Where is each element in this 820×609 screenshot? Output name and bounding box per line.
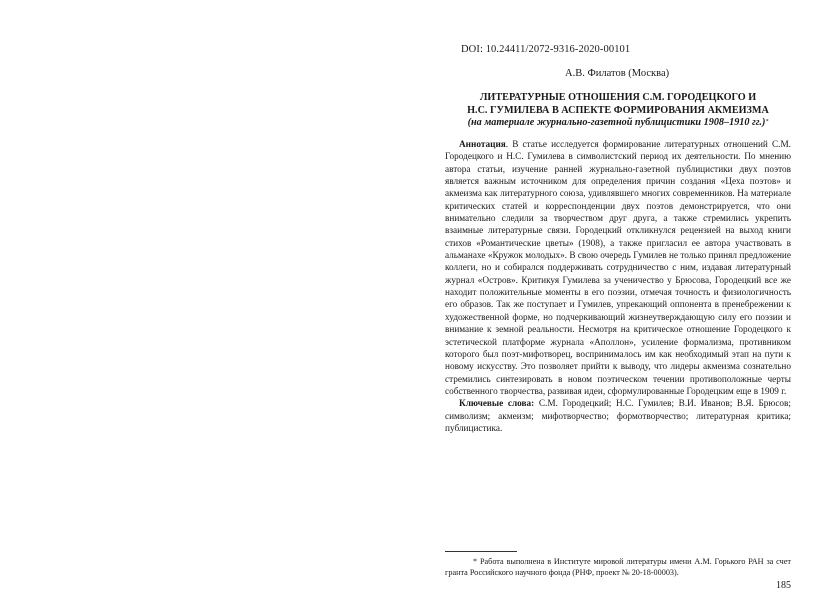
keywords-text: С.М. Городецкий; Н.С. Гумилев; В.И. Иванов; В.Я. Брюсов; символизм; акмеизм; мифотворчество; формотворчество; литературная критика; публицистика. <box>445 399 791 434</box>
doi-line: DOI: 10.24411/2072-9316-2020-00101 <box>461 44 631 55</box>
document-page <box>443 0 793 609</box>
article-title <box>443 92 793 130</box>
subtitle-text: (на материале журнально-газетной публицистики 1908–1910 гг.) <box>467 117 766 128</box>
footnote-divider <box>445 551 517 552</box>
page-number: 185 <box>776 580 791 591</box>
keywords-label: Ключевые слова: <box>459 399 535 410</box>
abstract-label: Аннотация <box>459 140 506 150</box>
keywords-paragraph <box>445 398 791 435</box>
footnote-text: * Работа выполнена в Институте мировой литературы имени А.М. Горького РАН за счет гранта Российского научного фонда (РНФ, проект № 20-18-00003). <box>445 557 791 577</box>
title-line-1: ЛИТЕРАТУРНЫЕ ОТНОШЕНИЯ С.М. ГОРОДЕЦКОГО И <box>479 92 757 103</box>
footnote-marker: * <box>765 119 769 125</box>
abstract-text: . В статье исследуется формирование литературных отношений С.М. Городецкого и Н.С. Гумилева в символистский период их деятельности. По мнению автора статьи, изучение ранней журнально-газетной публицистики двух поэтов является важным источником для определения причин создания «Цеха поэтов» и акмеизма как литературного союза, удивлявшего многих современников. На материале критических статей и корреспонденции двух поэтов демонстрируется, что они внимательно следили за творчеством друг друга, а также стремились укрепить взаимные литературные связи. Городецкий откликнулся рецензией на выход книги стихов «Романтические цветы» (1908), а также пригласил ее автора участвовать в альманахе «Кружок молодых». В свою очередь Гумилев не только принял предложение коллеги, но и собирался поддерживать сотрудничество с ним, издавая литературный журнал «Остров». Критикуя Гумилева за ученичество у Брюсова, Городецкий все же находит положительные моменты в его поэзии, отмечая точность и физиологичность его образов. Так же поступает и Гумилев, упрекающий оппонента в пренебрежении к художественной форме, но подчеркивающий жизнеутверждающую силу его поэзии и внимание к земной реальности. Несмотря на критическое отношение Городецкого к эстетической платформе журнала «Аполлон», усиление формализма, противником которого был поэт-мифотворец, воспринималось им как необходимый этап на пути к новому искусству. Это позволяет прийти к выводу, что лидеры акмеизма сознательно стремились синтезировать в новом поэтическом течении противоположные черты собственного творчества, развивая идеи, сформулированные Городецким еще в 1909 г. <box>445 140 791 397</box>
abstract-paragraph <box>445 139 791 398</box>
author-name: А.В. Филатов (Москва) <box>565 68 670 79</box>
title-line-2: Н.С. ГУМИЛЕВА В АСПЕКТЕ ФОРМИРОВАНИЯ АКМЕИЗМА <box>467 104 769 116</box>
abstract-block <box>445 139 791 435</box>
title-subtitle <box>443 117 793 130</box>
